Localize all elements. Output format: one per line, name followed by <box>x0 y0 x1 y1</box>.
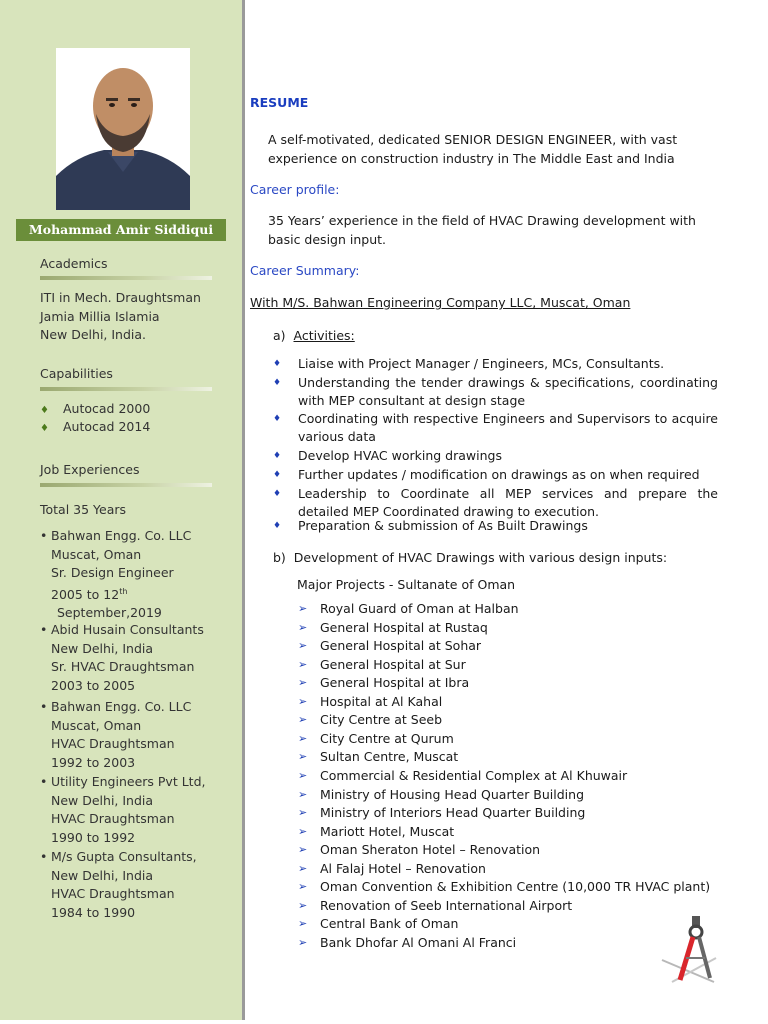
project-item: ➢ Central Bank of Oman <box>298 915 458 934</box>
diamond-icon: ♦ <box>273 378 282 388</box>
arrow-icon: ➢ <box>298 917 308 930</box>
arrow-icon: ➢ <box>298 806 308 819</box>
job-entry: • Abid Husain Consultants New Delhi, India Sr. HVAC Draughtsman 2003 to 2005 <box>40 622 204 693</box>
project-item: ➢ Oman Convention & Exhibition Centre (10,000 TR HVAC plant) <box>298 878 710 897</box>
sidebar <box>0 0 245 1020</box>
arrow-icon: ➢ <box>298 732 308 745</box>
arrow-icon: ➢ <box>298 639 308 652</box>
candidate-name: Mohammad Amir Siddiqui <box>16 219 226 241</box>
arrow-icon: ➢ <box>298 713 308 726</box>
resume-title: RESUME <box>250 95 309 110</box>
job-entry: • M/s Gupta Consultants, New Delhi, India HVAC Draughtsman 1984 to 1990 <box>40 849 197 920</box>
academics-line: New Delhi, India. <box>40 327 147 342</box>
career-summary-heading: Career Summary: <box>250 263 360 278</box>
academics-divider <box>40 276 212 280</box>
employer-heading: With M/S. Bahwan Engineering Company LLC, Muscat, Oman <box>250 295 631 310</box>
activity-item: ♦ Liaise with Project Manager / Engineers, MCs, Consultants. <box>273 356 665 371</box>
activity-item: ♦ Preparation & submission of As Built Drawings <box>273 518 588 533</box>
job-experiences-divider <box>40 483 212 487</box>
diamond-icon: ♦ <box>273 521 282 531</box>
job-entry: • Bahwan Engg. Co. LLC Muscat, Oman HVAC Draughtsman 1992 to 2003 <box>40 699 192 770</box>
project-item: ➢ Commercial & Residential Complex at Al Khuwair <box>298 767 627 786</box>
activity-item: ♦ Leadership to Coordinate all MEP services and prepare the detailed MEP Coordinated drawing to execution. <box>273 486 718 519</box>
capabilities-divider <box>40 387 212 391</box>
academics-heading: Academics <box>40 256 108 271</box>
diamond-icon: ♦ <box>273 451 282 461</box>
arrow-icon: ➢ <box>298 880 308 893</box>
activity-item: ♦ Understanding the tender drawings & specifications, coordinating with MEP consultant at design stage <box>273 375 718 408</box>
arrow-icon: ➢ <box>298 769 308 782</box>
arrow-icon: ➢ <box>298 899 308 912</box>
career-profile-heading: Career profile: <box>250 182 340 197</box>
arrow-icon: ➢ <box>298 695 308 708</box>
project-item: ➢ Bank Dhofar Al Omani Al Franci <box>298 934 516 953</box>
project-item: ➢ General Hospital at Ibra <box>298 674 469 693</box>
bullet-dot-icon: • <box>40 622 48 637</box>
project-item: ➢ Sultan Centre, Muscat <box>298 748 458 767</box>
project-item: ➢ Renovation of Seeb International Airport <box>298 897 572 916</box>
activities-heading: a) Activities: <box>273 328 355 343</box>
project-item: ➢ Ministry of Housing Head Quarter Building <box>298 786 584 805</box>
project-item: ➢ General Hospital at Sohar <box>298 637 481 656</box>
arrow-icon: ➢ <box>298 862 308 875</box>
bullet-dot-icon: • <box>40 849 48 864</box>
project-item: ➢ General Hospital at Rustaq <box>298 619 488 638</box>
arrow-icon: ➢ <box>298 843 308 856</box>
bullet-dot-icon: • <box>40 774 48 789</box>
project-item: ➢ Ministry of Interiors Head Quarter Building <box>298 804 585 823</box>
diamond-icon: ♦ <box>40 423 49 434</box>
arrow-icon: ➢ <box>298 602 308 615</box>
intro-paragraph: A self-motivated, dedicated SENIOR DESIGN ENGINEER, with vast experience on construction industry in The Middle East and India <box>268 132 678 166</box>
arrow-icon: ➢ <box>298 788 308 801</box>
bullet-dot-icon: • <box>40 699 48 714</box>
academics-list <box>40 289 201 345</box>
activity-item: ♦ Coordinating with respective Engineers and Supervisors to acquire various data <box>273 411 718 444</box>
arrow-icon: ➢ <box>298 676 308 689</box>
project-item: ➢ General Hospital at Sur <box>298 656 466 675</box>
diamond-icon: ♦ <box>273 414 282 424</box>
job-entry: • Bahwan Engg. Co. LLC Muscat, Oman Sr. Design Engineer 2005 to 12th September,2019 <box>40 528 192 621</box>
compass-icon <box>654 912 724 992</box>
activity-item: ♦ Further updates / modification on drawings as on when required <box>273 467 700 482</box>
project-item: ➢ City Centre at Seeb <box>298 711 442 730</box>
diamond-icon: ♦ <box>273 359 282 369</box>
project-item: ➢ Al Falaj Hotel – Renovation <box>298 860 486 879</box>
diamond-icon: ♦ <box>273 489 282 499</box>
project-item: ➢ Mariott Hotel, Muscat <box>298 823 454 842</box>
arrow-icon: ➢ <box>298 825 308 838</box>
job-entry: • Utility Engineers Pvt Ltd, New Delhi, India HVAC Draughtsman 1990 to 1992 <box>40 774 206 845</box>
capabilities-heading: Capabilities <box>40 366 113 381</box>
job-experiences-heading: Job Experiences <box>40 462 140 477</box>
arrow-icon: ➢ <box>298 750 308 763</box>
total-experience: Total 35 Years <box>40 502 127 517</box>
project-item: ➢ Oman Sheraton Hotel – Renovation <box>298 841 540 860</box>
career-profile-text: 35 Years’ experience in the field of HVAC Drawing development with basic design input. <box>268 213 696 247</box>
academics-line: Jamia Millia Islamia <box>40 308 160 324</box>
capability-item: ♦ Autocad 2000 <box>40 400 150 421</box>
arrow-icon: ➢ <box>298 621 308 634</box>
academics-line: ITI in Mech. Draughtsman <box>40 290 201 305</box>
activity-item: ♦ Develop HVAC working drawings <box>273 448 502 463</box>
major-projects-heading: Major Projects - Sultanate of Oman <box>297 577 516 592</box>
development-heading: b) Development of HVAC Drawings with various design inputs: <box>273 550 668 565</box>
diamond-icon: ♦ <box>40 405 49 416</box>
main-content <box>250 0 768 1024</box>
arrow-icon: ➢ <box>298 936 308 949</box>
arrow-icon: ➢ <box>298 658 308 671</box>
profile-photo <box>56 48 190 210</box>
bullet-dot-icon: • <box>40 528 48 543</box>
capability-item: ♦ Autocad 2014 <box>40 418 150 439</box>
project-item: ➢ Royal Guard of Oman at Halban <box>298 600 519 619</box>
project-item: ➢ Hospital at Al Kahal <box>298 693 442 712</box>
project-item: ➢ City Centre at Qurum <box>298 730 454 749</box>
diamond-icon: ♦ <box>273 470 282 480</box>
